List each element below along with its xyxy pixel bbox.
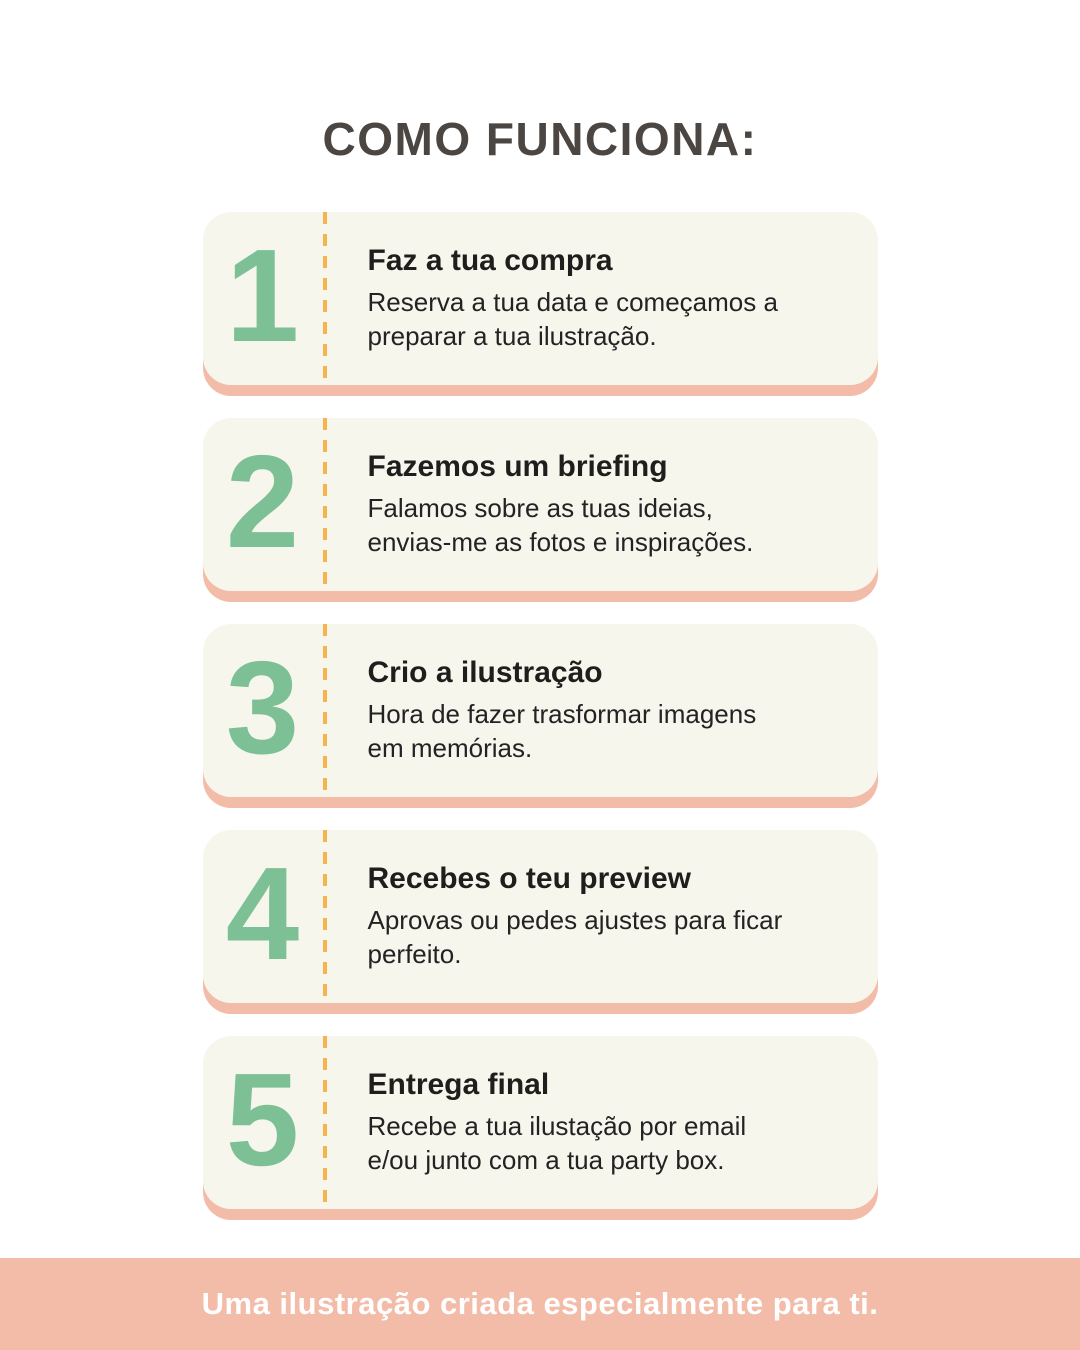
step-description	[368, 904, 862, 972]
step-title: Crio a ilustração	[367, 655, 603, 689]
step-title: Entrega final	[367, 1067, 550, 1101]
step-description-line: Reserva a tua data e começamos a	[367, 286, 778, 317]
step-card-4	[203, 830, 878, 1003]
step-text-block	[327, 1036, 878, 1209]
step-description-line: perfeito.	[367, 938, 462, 969]
step-description-line: e/ou junto com a tua party box.	[367, 1144, 725, 1175]
step-card-5	[203, 1036, 878, 1209]
step-number: 5	[225, 1045, 300, 1193]
step-text-block	[327, 418, 878, 591]
step-text-block	[327, 830, 878, 1003]
page-title: COMO FUNCIONA:	[322, 113, 758, 165]
step-text-block	[327, 624, 878, 797]
step-description-line: Recebe a tua ilustação por email	[367, 1110, 747, 1141]
step-number: 1	[225, 221, 300, 369]
step-number: 2	[225, 427, 300, 575]
step-title: Recebes o teu preview	[367, 861, 691, 895]
step-description-line: Falamos sobre as tuas ideias,	[367, 492, 713, 523]
step-title: Fazemos um briefing	[367, 449, 668, 483]
step-card-3	[203, 624, 878, 797]
step-description	[368, 286, 862, 354]
step-title: Faz a tua compra	[367, 243, 613, 277]
step-description	[368, 698, 862, 766]
step-description-line: em memórias.	[367, 732, 533, 763]
steps-list	[203, 212, 878, 1209]
step-description-line: envias-me as fotos e inspirações.	[367, 526, 754, 557]
step-description-line: Hora de fazer trasformar imagens	[367, 698, 757, 729]
step-card-1	[203, 212, 878, 385]
step-card-2	[203, 418, 878, 591]
step-description	[368, 1110, 862, 1178]
step-description	[368, 492, 862, 560]
footer-banner	[0, 1258, 1080, 1350]
step-number: 3	[225, 633, 300, 781]
step-number: 4	[225, 839, 300, 987]
step-description-line: Aprovas ou pedes ajustes para ficar	[367, 904, 783, 935]
step-text-block	[327, 212, 878, 385]
step-description-line: preparar a tua ilustração.	[367, 320, 657, 351]
footer-text: Uma ilustração criada especialmente para ti.	[201, 1286, 879, 1321]
